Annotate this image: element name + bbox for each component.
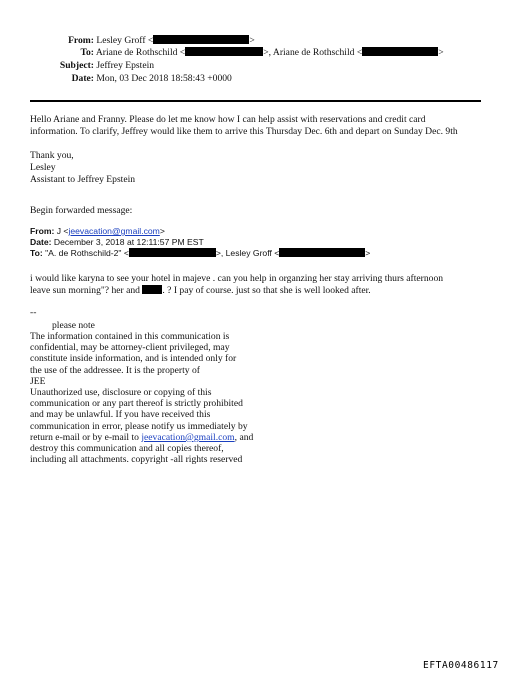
header-to-label: To: (80, 47, 94, 58)
disclaimer-dashes: -- (30, 307, 37, 318)
redaction-box (185, 47, 263, 56)
fwd-to-row (30, 248, 370, 258)
disclaimer-body (30, 331, 253, 465)
disclaimer-email-pre: return e-mail or by e-mail to (30, 431, 142, 443)
redaction-box (153, 35, 249, 44)
header-divider (30, 100, 481, 102)
fwd-message-line-2 (30, 285, 371, 296)
header-from-tail: > (249, 35, 255, 46)
disclaimer-email-post: , and (234, 431, 254, 443)
header-from-row (47, 35, 255, 46)
redaction-box (362, 47, 438, 56)
signoff-line-1: Thank you, (30, 150, 74, 161)
bates-number: EFTA00486117 (423, 660, 499, 671)
header-subject-label: Subject: (59, 60, 94, 71)
header-to-value-2: >, Ariane de Rothschild < (263, 47, 363, 58)
disclaimer-line: Unauthorized use, disclosure or copying of this (30, 387, 212, 399)
fwd-to-label: To: (30, 248, 43, 258)
fwd-to-tail: > (365, 248, 371, 258)
fwd-from-email-link[interactable]: jeevacation@gmail.com (68, 226, 160, 236)
redaction-box (279, 248, 365, 257)
disclaimer-line: The information contained in this communication is (30, 331, 230, 342)
disclaimer-line: JEE (30, 375, 46, 387)
disclaimer-line: the use of the addressee. It is the property of (30, 364, 200, 376)
disclaimer-line: communication in error, please notify us immediately by (30, 420, 248, 432)
body-para-line-1: Hello Ariane and Franny. Please do let me know how I can help assist with reservations and credit card (30, 114, 426, 125)
fwd-to-value-2: >, Lesley Groff < (215, 248, 280, 258)
fwd-message-line-2a: leave sun morning"? her and (30, 285, 140, 296)
forwarded-intro: Begin forwarded message: (30, 205, 133, 216)
header-subject-value: Jeffrey Epstein (96, 60, 155, 71)
disclaimer-line: constitute inside information, and is intended only for (30, 353, 237, 365)
header-to-row (47, 47, 444, 58)
disclaimer-email-line (30, 432, 253, 443)
fwd-from-pre: J < (56, 226, 69, 236)
disclaimer-note: please note (52, 320, 95, 331)
fwd-to-value-1: "A. de Rothschild-2" < (45, 248, 129, 258)
fwd-from-post: > (159, 226, 165, 236)
signoff-line-3: Assistant to Jeffrey Epstein (30, 174, 136, 185)
disclaimer-line: and may be unlawful. If you have received this (30, 409, 211, 421)
disclaimer-line: including all attachments. copyright -all rights reserved (30, 454, 243, 466)
header-from-label: From: (68, 35, 94, 46)
header-subject-row (27, 60, 154, 71)
redaction-box (142, 285, 162, 294)
fwd-from-row (30, 226, 165, 236)
disclaimer-line: communication or any part thereof is strictly prohibited (30, 398, 243, 410)
header-date-row (47, 73, 232, 84)
header-from-value: Lesley Groff < (96, 35, 154, 46)
disclaimer-line: destroy this communication and all copies thereof, (30, 443, 224, 455)
header-date-value: Mon, 03 Dec 2018 18:58:43 +0000 (96, 73, 232, 84)
disclaimer-email-link[interactable]: jeevacation@gmail.com (141, 431, 235, 443)
body-para-line-2: information. To clarify, Jeffrey would like them to arrive this Thursday Dec. 6th and depart on Sunday Dec. 9th (30, 126, 458, 137)
fwd-from-label: From: (30, 226, 55, 236)
header-to-tail: > (438, 47, 444, 58)
fwd-message-line-2b: . ? I pay of course. just so that she is well looked after. (162, 285, 371, 296)
disclaimer-line: confidential, may be attorney-client privileged, may (30, 342, 230, 354)
fwd-date-row (30, 237, 204, 247)
header-date-label: Date: (71, 73, 94, 84)
signoff-line-2: Lesley (30, 162, 56, 173)
header-to-value-1: Ariane de Rothschild < (95, 47, 186, 58)
fwd-date-label: Date: (30, 237, 52, 247)
fwd-date-value: December 3, 2018 at 12:11:57 PM EST (53, 237, 204, 247)
redaction-box (129, 248, 216, 257)
fwd-message-line-1: i would like karyna to see your hotel in majeve . can you help in organzing her stay arriving thurs afternoon (30, 273, 444, 284)
